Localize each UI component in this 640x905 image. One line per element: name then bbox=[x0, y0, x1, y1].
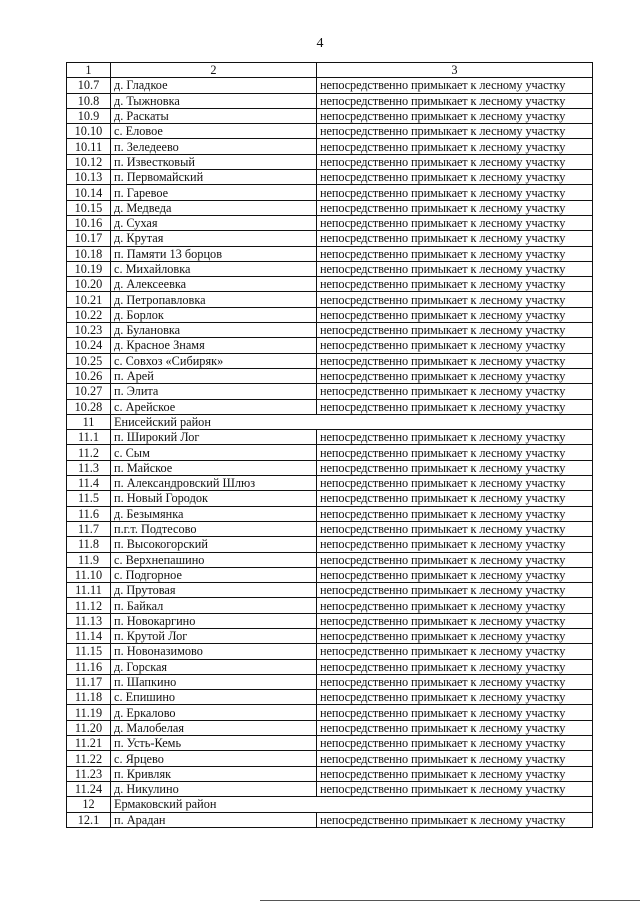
table-row bbox=[67, 476, 593, 491]
table-row bbox=[67, 552, 593, 567]
status-text: непосредственно примыкает к лесному участку bbox=[317, 154, 593, 169]
status-text: непосредственно примыкает к лесному участку bbox=[317, 812, 593, 827]
settlement-name: п. Элита bbox=[111, 384, 317, 399]
table-row bbox=[67, 78, 593, 93]
row-number: 12 bbox=[67, 797, 111, 812]
settlement-name: п. Байкал bbox=[111, 598, 317, 613]
status-text: непосредственно примыкает к лесному участку bbox=[317, 108, 593, 123]
table-row bbox=[67, 598, 593, 613]
row-number: 11.21 bbox=[67, 736, 111, 751]
row-number: 10.13 bbox=[67, 170, 111, 185]
table-row bbox=[67, 200, 593, 215]
table-row bbox=[67, 353, 593, 368]
status-text: непосредственно примыкает к лесному участку bbox=[317, 583, 593, 598]
empty-cell bbox=[317, 414, 593, 429]
row-number: 10.19 bbox=[67, 261, 111, 276]
status-text: непосредственно примыкает к лесному участку bbox=[317, 384, 593, 399]
table-row bbox=[67, 170, 593, 185]
table-row bbox=[67, 506, 593, 521]
table-row bbox=[67, 93, 593, 108]
row-number: 11.16 bbox=[67, 659, 111, 674]
status-text: непосредственно примыкает к лесному участку bbox=[317, 338, 593, 353]
row-number: 10.26 bbox=[67, 368, 111, 383]
settlement-name: п. Майское bbox=[111, 460, 317, 475]
status-text: непосредственно примыкает к лесному участку bbox=[317, 261, 593, 276]
status-text: непосредственно примыкает к лесному участку bbox=[317, 200, 593, 215]
status-text: непосредственно примыкает к лесному участку bbox=[317, 598, 593, 613]
table-row bbox=[67, 338, 593, 353]
row-number: 11.7 bbox=[67, 521, 111, 536]
row-number: 11.14 bbox=[67, 628, 111, 643]
settlement-name: с. Верхнепашино bbox=[111, 552, 317, 567]
table-row bbox=[67, 215, 593, 230]
settlement-name: д. Еркалово bbox=[111, 705, 317, 720]
row-number: 11.11 bbox=[67, 583, 111, 598]
status-text: непосредственно примыкает к лесному участку bbox=[317, 720, 593, 735]
settlement-name: п. Усть-Кемь bbox=[111, 736, 317, 751]
status-text: непосредственно примыкает к лесному участку bbox=[317, 690, 593, 705]
row-number: 11.1 bbox=[67, 430, 111, 445]
status-text: непосредственно примыкает к лесному участку bbox=[317, 491, 593, 506]
empty-cell bbox=[317, 797, 593, 812]
status-text: непосредственно примыкает к лесному участку bbox=[317, 644, 593, 659]
status-text: непосредственно примыкает к лесному участку bbox=[317, 399, 593, 414]
table-row bbox=[67, 812, 593, 827]
settlement-name: п. Высокогорский bbox=[111, 537, 317, 552]
status-text: непосредственно примыкает к лесному участку bbox=[317, 613, 593, 628]
status-text: непосредственно примыкает к лесному участку bbox=[317, 460, 593, 475]
settlement-name: с. Сым bbox=[111, 445, 317, 460]
section-row bbox=[67, 797, 593, 812]
settlement-name: п. Арадан bbox=[111, 812, 317, 827]
row-number: 11.8 bbox=[67, 537, 111, 552]
status-text: непосредственно примыкает к лесному участку bbox=[317, 521, 593, 536]
row-number: 11.2 bbox=[67, 445, 111, 460]
table-row bbox=[67, 567, 593, 582]
settlement-name: п. Новокаргино bbox=[111, 613, 317, 628]
table-row bbox=[67, 491, 593, 506]
table-row bbox=[67, 674, 593, 689]
status-text: непосредственно примыкает к лесному участку bbox=[317, 215, 593, 230]
row-number: 11.5 bbox=[67, 491, 111, 506]
row-number: 11.20 bbox=[67, 720, 111, 735]
table-row bbox=[67, 766, 593, 781]
status-text: непосредственно примыкает к лесному участку bbox=[317, 185, 593, 200]
status-text: непосредственно примыкает к лесному участку bbox=[317, 766, 593, 781]
settlement-name: д. Петропавловка bbox=[111, 292, 317, 307]
page-number: 4 bbox=[316, 36, 324, 51]
table-row bbox=[67, 277, 593, 292]
table-row bbox=[67, 307, 593, 322]
row-number: 10.10 bbox=[67, 124, 111, 139]
settlement-name: д. Тыжновка bbox=[111, 93, 317, 108]
status-text: непосредственно примыкает к лесному участку bbox=[317, 674, 593, 689]
status-text: непосредственно примыкает к лесному участку bbox=[317, 552, 593, 567]
district-name: Ермаковский район bbox=[111, 797, 317, 812]
status-text: непосредственно примыкает к лесному участку bbox=[317, 445, 593, 460]
settlement-name: д. Прутовая bbox=[111, 583, 317, 598]
table-row bbox=[67, 384, 593, 399]
table-header-row bbox=[67, 63, 593, 78]
row-number: 10.11 bbox=[67, 139, 111, 154]
settlement-name: д. Горская bbox=[111, 659, 317, 674]
table-row bbox=[67, 537, 593, 552]
table-row bbox=[67, 139, 593, 154]
section-row bbox=[67, 414, 593, 429]
table-row bbox=[67, 736, 593, 751]
row-number: 11.22 bbox=[67, 751, 111, 766]
settlement-name: д. Алексеевка bbox=[111, 277, 317, 292]
table-row bbox=[67, 399, 593, 414]
row-number: 11.18 bbox=[67, 690, 111, 705]
settlement-name: п. Первомайский bbox=[111, 170, 317, 185]
settlement-name: п. Известковый bbox=[111, 154, 317, 169]
row-number: 10.15 bbox=[67, 200, 111, 215]
row-number: 10.20 bbox=[67, 277, 111, 292]
settlement-name: д. Борлок bbox=[111, 307, 317, 322]
row-number: 10.22 bbox=[67, 307, 111, 322]
status-text: непосредственно примыкает к лесному участку bbox=[317, 277, 593, 292]
table-row bbox=[67, 246, 593, 261]
status-text: непосредственно примыкает к лесному участку bbox=[317, 368, 593, 383]
table-row bbox=[67, 445, 593, 460]
settlement-name: с. Епишино bbox=[111, 690, 317, 705]
row-number: 11.3 bbox=[67, 460, 111, 475]
status-text: непосредственно примыкает к лесному участку bbox=[317, 353, 593, 368]
status-text: непосредственно примыкает к лесному участку bbox=[317, 659, 593, 674]
row-number: 10.9 bbox=[67, 108, 111, 123]
table-body bbox=[67, 63, 593, 828]
table-row bbox=[67, 628, 593, 643]
table-row bbox=[67, 659, 593, 674]
settlement-name: с. Арейское bbox=[111, 399, 317, 414]
settlement-name: с. Ярцево bbox=[111, 751, 317, 766]
table-row bbox=[67, 521, 593, 536]
table-row bbox=[67, 124, 593, 139]
status-text: непосредственно примыкает к лесному участку bbox=[317, 78, 593, 93]
settlement-name: п. Крутой Лог bbox=[111, 628, 317, 643]
status-text: непосредственно примыкает к лесному участку bbox=[317, 537, 593, 552]
settlement-name: д. Крутая bbox=[111, 231, 317, 246]
settlement-name: д. Гладкое bbox=[111, 78, 317, 93]
status-text: непосредственно примыкает к лесному участку bbox=[317, 628, 593, 643]
settlement-name: п. Новоназимово bbox=[111, 644, 317, 659]
column-header: 1 bbox=[67, 63, 111, 78]
row-number: 10.23 bbox=[67, 323, 111, 338]
row-number: 10.8 bbox=[67, 93, 111, 108]
table-row bbox=[67, 430, 593, 445]
status-text: непосредственно примыкает к лесному участку bbox=[317, 139, 593, 154]
column-header: 2 bbox=[111, 63, 317, 78]
table-row bbox=[67, 613, 593, 628]
row-number: 11.15 bbox=[67, 644, 111, 659]
status-text: непосредственно примыкает к лесному участку bbox=[317, 124, 593, 139]
status-text: непосредственно примыкает к лесному участку bbox=[317, 170, 593, 185]
settlement-name: д. Медведа bbox=[111, 200, 317, 215]
status-text: непосредственно примыкает к лесному участку bbox=[317, 323, 593, 338]
table-row bbox=[67, 292, 593, 307]
table-row bbox=[67, 583, 593, 598]
status-text: непосредственно примыкает к лесному участку bbox=[317, 307, 593, 322]
settlement-name: д. Красное Знамя bbox=[111, 338, 317, 353]
table-row bbox=[67, 154, 593, 169]
status-text: непосредственно примыкает к лесному участку bbox=[317, 781, 593, 796]
settlement-name: с. Михайловка bbox=[111, 261, 317, 276]
settlement-name: п. Широкий Лог bbox=[111, 430, 317, 445]
row-number: 11.17 bbox=[67, 674, 111, 689]
row-number: 10.7 bbox=[67, 78, 111, 93]
row-number: 11.23 bbox=[67, 766, 111, 781]
status-text: непосредственно примыкает к лесному участку bbox=[317, 751, 593, 766]
settlement-name: с. Совхоз «Сибиряк» bbox=[111, 353, 317, 368]
settlement-name: п. Кривляк bbox=[111, 766, 317, 781]
table-row bbox=[67, 720, 593, 735]
table-row bbox=[67, 781, 593, 796]
settlement-name: п. Арей bbox=[111, 368, 317, 383]
footer-rule bbox=[260, 900, 640, 901]
settlement-name: с. Подгорное bbox=[111, 567, 317, 582]
row-number: 11.6 bbox=[67, 506, 111, 521]
row-number: 11.4 bbox=[67, 476, 111, 491]
row-number: 10.12 bbox=[67, 154, 111, 169]
settlement-name: п. Гаревое bbox=[111, 185, 317, 200]
status-text: непосредственно примыкает к лесному участку bbox=[317, 292, 593, 307]
row-number: 10.28 bbox=[67, 399, 111, 414]
status-text: непосредственно примыкает к лесному участку bbox=[317, 231, 593, 246]
settlement-name: п. Памяти 13 борцов bbox=[111, 246, 317, 261]
table-row bbox=[67, 368, 593, 383]
status-text: непосредственно примыкает к лесному участку bbox=[317, 567, 593, 582]
table-row bbox=[67, 690, 593, 705]
status-text: непосредственно примыкает к лесному участку bbox=[317, 93, 593, 108]
settlement-name: п.г.т. Подтесово bbox=[111, 521, 317, 536]
table-row bbox=[67, 231, 593, 246]
row-number: 10.24 bbox=[67, 338, 111, 353]
settlement-name: п. Новый Городок bbox=[111, 491, 317, 506]
settlement-name: п. Шапкино bbox=[111, 674, 317, 689]
row-number: 10.27 bbox=[67, 384, 111, 399]
row-number: 11.12 bbox=[67, 598, 111, 613]
settlement-name: д. Раскаты bbox=[111, 108, 317, 123]
settlement-name: д. Булановка bbox=[111, 323, 317, 338]
row-number: 11.24 bbox=[67, 781, 111, 796]
table-row bbox=[67, 108, 593, 123]
table-row bbox=[67, 323, 593, 338]
row-number: 11 bbox=[67, 414, 111, 429]
row-number: 10.18 bbox=[67, 246, 111, 261]
status-text: непосредственно примыкает к лесному участку bbox=[317, 246, 593, 261]
row-number: 11.10 bbox=[67, 567, 111, 582]
status-text: непосредственно примыкает к лесному участку bbox=[317, 705, 593, 720]
table-row bbox=[67, 185, 593, 200]
row-number: 11.9 bbox=[67, 552, 111, 567]
settlement-name: д. Безымянка bbox=[111, 506, 317, 521]
row-number: 10.17 bbox=[67, 231, 111, 246]
column-header: 3 bbox=[317, 63, 593, 78]
row-number: 11.19 bbox=[67, 705, 111, 720]
table-row bbox=[67, 751, 593, 766]
status-text: непосредственно примыкает к лесному участку bbox=[317, 506, 593, 521]
row-number: 10.21 bbox=[67, 292, 111, 307]
table-row bbox=[67, 705, 593, 720]
district-name: Енисейский район bbox=[111, 414, 317, 429]
row-number: 10.25 bbox=[67, 353, 111, 368]
table-row bbox=[67, 644, 593, 659]
row-number: 11.13 bbox=[67, 613, 111, 628]
settlements-table bbox=[66, 62, 593, 828]
row-number: 10.14 bbox=[67, 185, 111, 200]
settlement-name: д. Малобелая bbox=[111, 720, 317, 735]
settlement-name: д. Никулино bbox=[111, 781, 317, 796]
table-row bbox=[67, 261, 593, 276]
settlement-name: д. Сухая bbox=[111, 215, 317, 230]
table-row bbox=[67, 460, 593, 475]
settlement-name: п. Зеледеево bbox=[111, 139, 317, 154]
row-number: 12.1 bbox=[67, 812, 111, 827]
status-text: непосредственно примыкает к лесному участку bbox=[317, 476, 593, 491]
row-number: 10.16 bbox=[67, 215, 111, 230]
status-text: непосредственно примыкает к лесному участку bbox=[317, 430, 593, 445]
status-text: непосредственно примыкает к лесному участку bbox=[317, 736, 593, 751]
settlement-name: с. Еловое bbox=[111, 124, 317, 139]
settlement-name: п. Александровский Шлюз bbox=[111, 476, 317, 491]
